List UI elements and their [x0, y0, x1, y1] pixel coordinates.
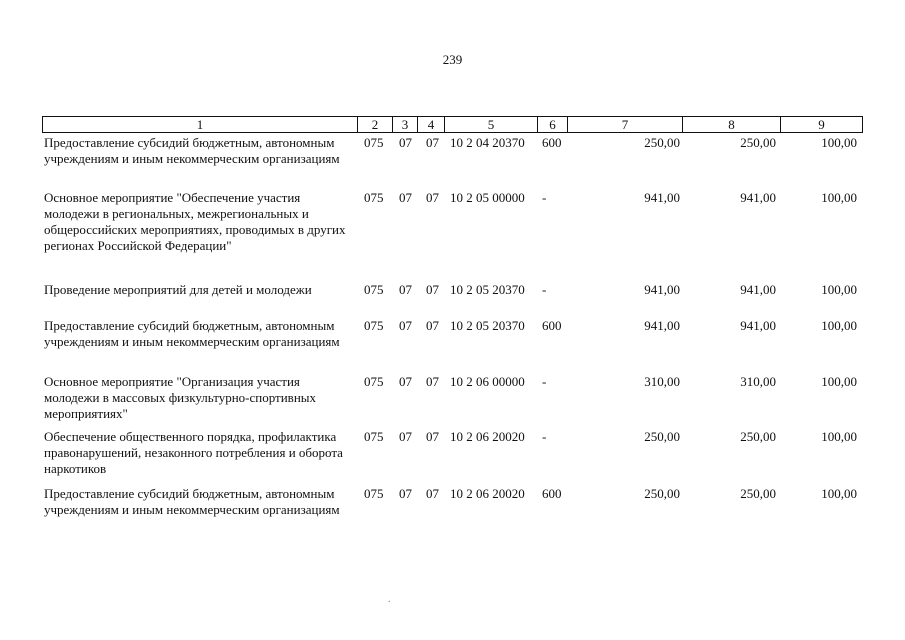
cell-col-4: 07: [426, 135, 439, 150]
cell-col-2: 075: [364, 135, 384, 150]
cell-col-7: 941,00: [644, 190, 680, 205]
cell-col-5: 10 2 05 00000: [450, 190, 525, 205]
header-col-6: 6: [538, 117, 568, 132]
cell-col-8: 941,00: [740, 282, 776, 297]
cell-col-6: -: [542, 429, 547, 444]
cell-col-9: 100,00: [821, 190, 857, 205]
cell-col-5: 10 2 05 20370: [450, 282, 525, 297]
cell-col-3: 07: [399, 429, 412, 444]
row-name: Предоставление субсидий бюджетным, автономным учреждениям и иным некоммерческим организациям: [44, 135, 340, 166]
cell-col-8: 250,00: [740, 486, 776, 501]
table-header-row: [42, 116, 863, 133]
row-name: Проведение мероприятий для детей и молодежи: [44, 282, 312, 297]
cell-col-3: 07: [399, 486, 412, 501]
header-col-8: 8: [683, 117, 781, 132]
cell-col-2: 075: [364, 282, 384, 297]
cell-col-3: 07: [399, 318, 412, 333]
cell-col-7: 941,00: [644, 318, 680, 333]
cell-col-8: 250,00: [740, 429, 776, 444]
page-number: 239: [442, 52, 463, 67]
cell-col-3: 07: [399, 282, 412, 297]
row-name: Основное мероприятие "Организация участия молодежи в массовых физкультурно-спортивных мероприятиях": [44, 374, 317, 421]
cell-col-5: 10 2 05 20370: [450, 318, 525, 333]
cell-col-7: 250,00: [644, 429, 680, 444]
cell-col-2: 075: [364, 486, 384, 501]
cell-col-6: -: [542, 374, 547, 389]
header-col-1: 1: [43, 117, 358, 132]
cell-col-5: 10 2 04 20370: [450, 135, 525, 150]
cell-col-7: 941,00: [644, 282, 680, 297]
cell-col-7: 250,00: [644, 135, 680, 150]
header-col-5: 5: [445, 117, 538, 132]
cell-col-9: 100,00: [821, 318, 857, 333]
cell-col-4: 07: [426, 486, 439, 501]
cell-col-3: 07: [399, 135, 412, 150]
cell-col-9: 100,00: [821, 429, 857, 444]
cell-col-9: 100,00: [821, 135, 857, 150]
cell-col-2: 075: [364, 318, 384, 333]
cell-col-8: 941,00: [740, 190, 776, 205]
header-col-4: 4: [418, 117, 445, 132]
cell-col-2: 075: [364, 374, 384, 389]
cell-col-8: 310,00: [740, 374, 776, 389]
row-name: Основное мероприятие "Обеспечение участия молодежи в региональных, межрегиональных и общероссийских мероприятиях, проводимых в других регионах Российской Федерации": [44, 190, 346, 253]
cell-col-6: -: [542, 282, 547, 297]
cell-col-2: 075: [364, 190, 384, 205]
row-name: Предоставление субсидий бюджетным, автономным учреждениям и иным некоммерческим организациям: [44, 486, 340, 517]
row-name: Предоставление субсидий бюджетным, автономным учреждениям и иным некоммерческим организациям: [44, 318, 340, 349]
header-col-3: 3: [393, 117, 418, 132]
cell-col-3: 07: [399, 190, 412, 205]
cell-col-5: 10 2 06 20020: [450, 429, 525, 444]
header-col-2: 2: [358, 117, 393, 132]
cell-col-9: 100,00: [821, 374, 857, 389]
cell-col-2: 075: [364, 429, 384, 444]
header-col-7: 7: [568, 117, 683, 132]
cell-col-4: 07: [426, 374, 439, 389]
row-name: Обеспечение общественного порядка, профилактика правонарушений, незаконного потребления и оборота наркотиков: [44, 429, 343, 476]
cell-col-3: 07: [399, 374, 412, 389]
cell-col-7: 250,00: [644, 486, 680, 501]
cell-col-6: 600: [542, 135, 562, 150]
cell-col-9: 100,00: [821, 282, 857, 297]
cell-col-6: 600: [542, 486, 562, 501]
cell-col-6: -: [542, 190, 547, 205]
cell-col-4: 07: [426, 282, 439, 297]
cell-col-8: 941,00: [740, 318, 776, 333]
cell-col-8: 250,00: [740, 135, 776, 150]
cell-col-4: 07: [426, 190, 439, 205]
cell-col-9: 100,00: [821, 486, 857, 501]
cell-col-5: 10 2 06 00000: [450, 374, 525, 389]
header-col-9: 9: [818, 117, 825, 132]
cell-col-7: 310,00: [644, 374, 680, 389]
cell-col-4: 07: [426, 429, 439, 444]
cell-col-5: 10 2 06 20020: [450, 486, 525, 501]
cell-col-6: 600: [542, 318, 562, 333]
footer-mark: .: [388, 594, 391, 605]
cell-col-4: 07: [426, 318, 439, 333]
